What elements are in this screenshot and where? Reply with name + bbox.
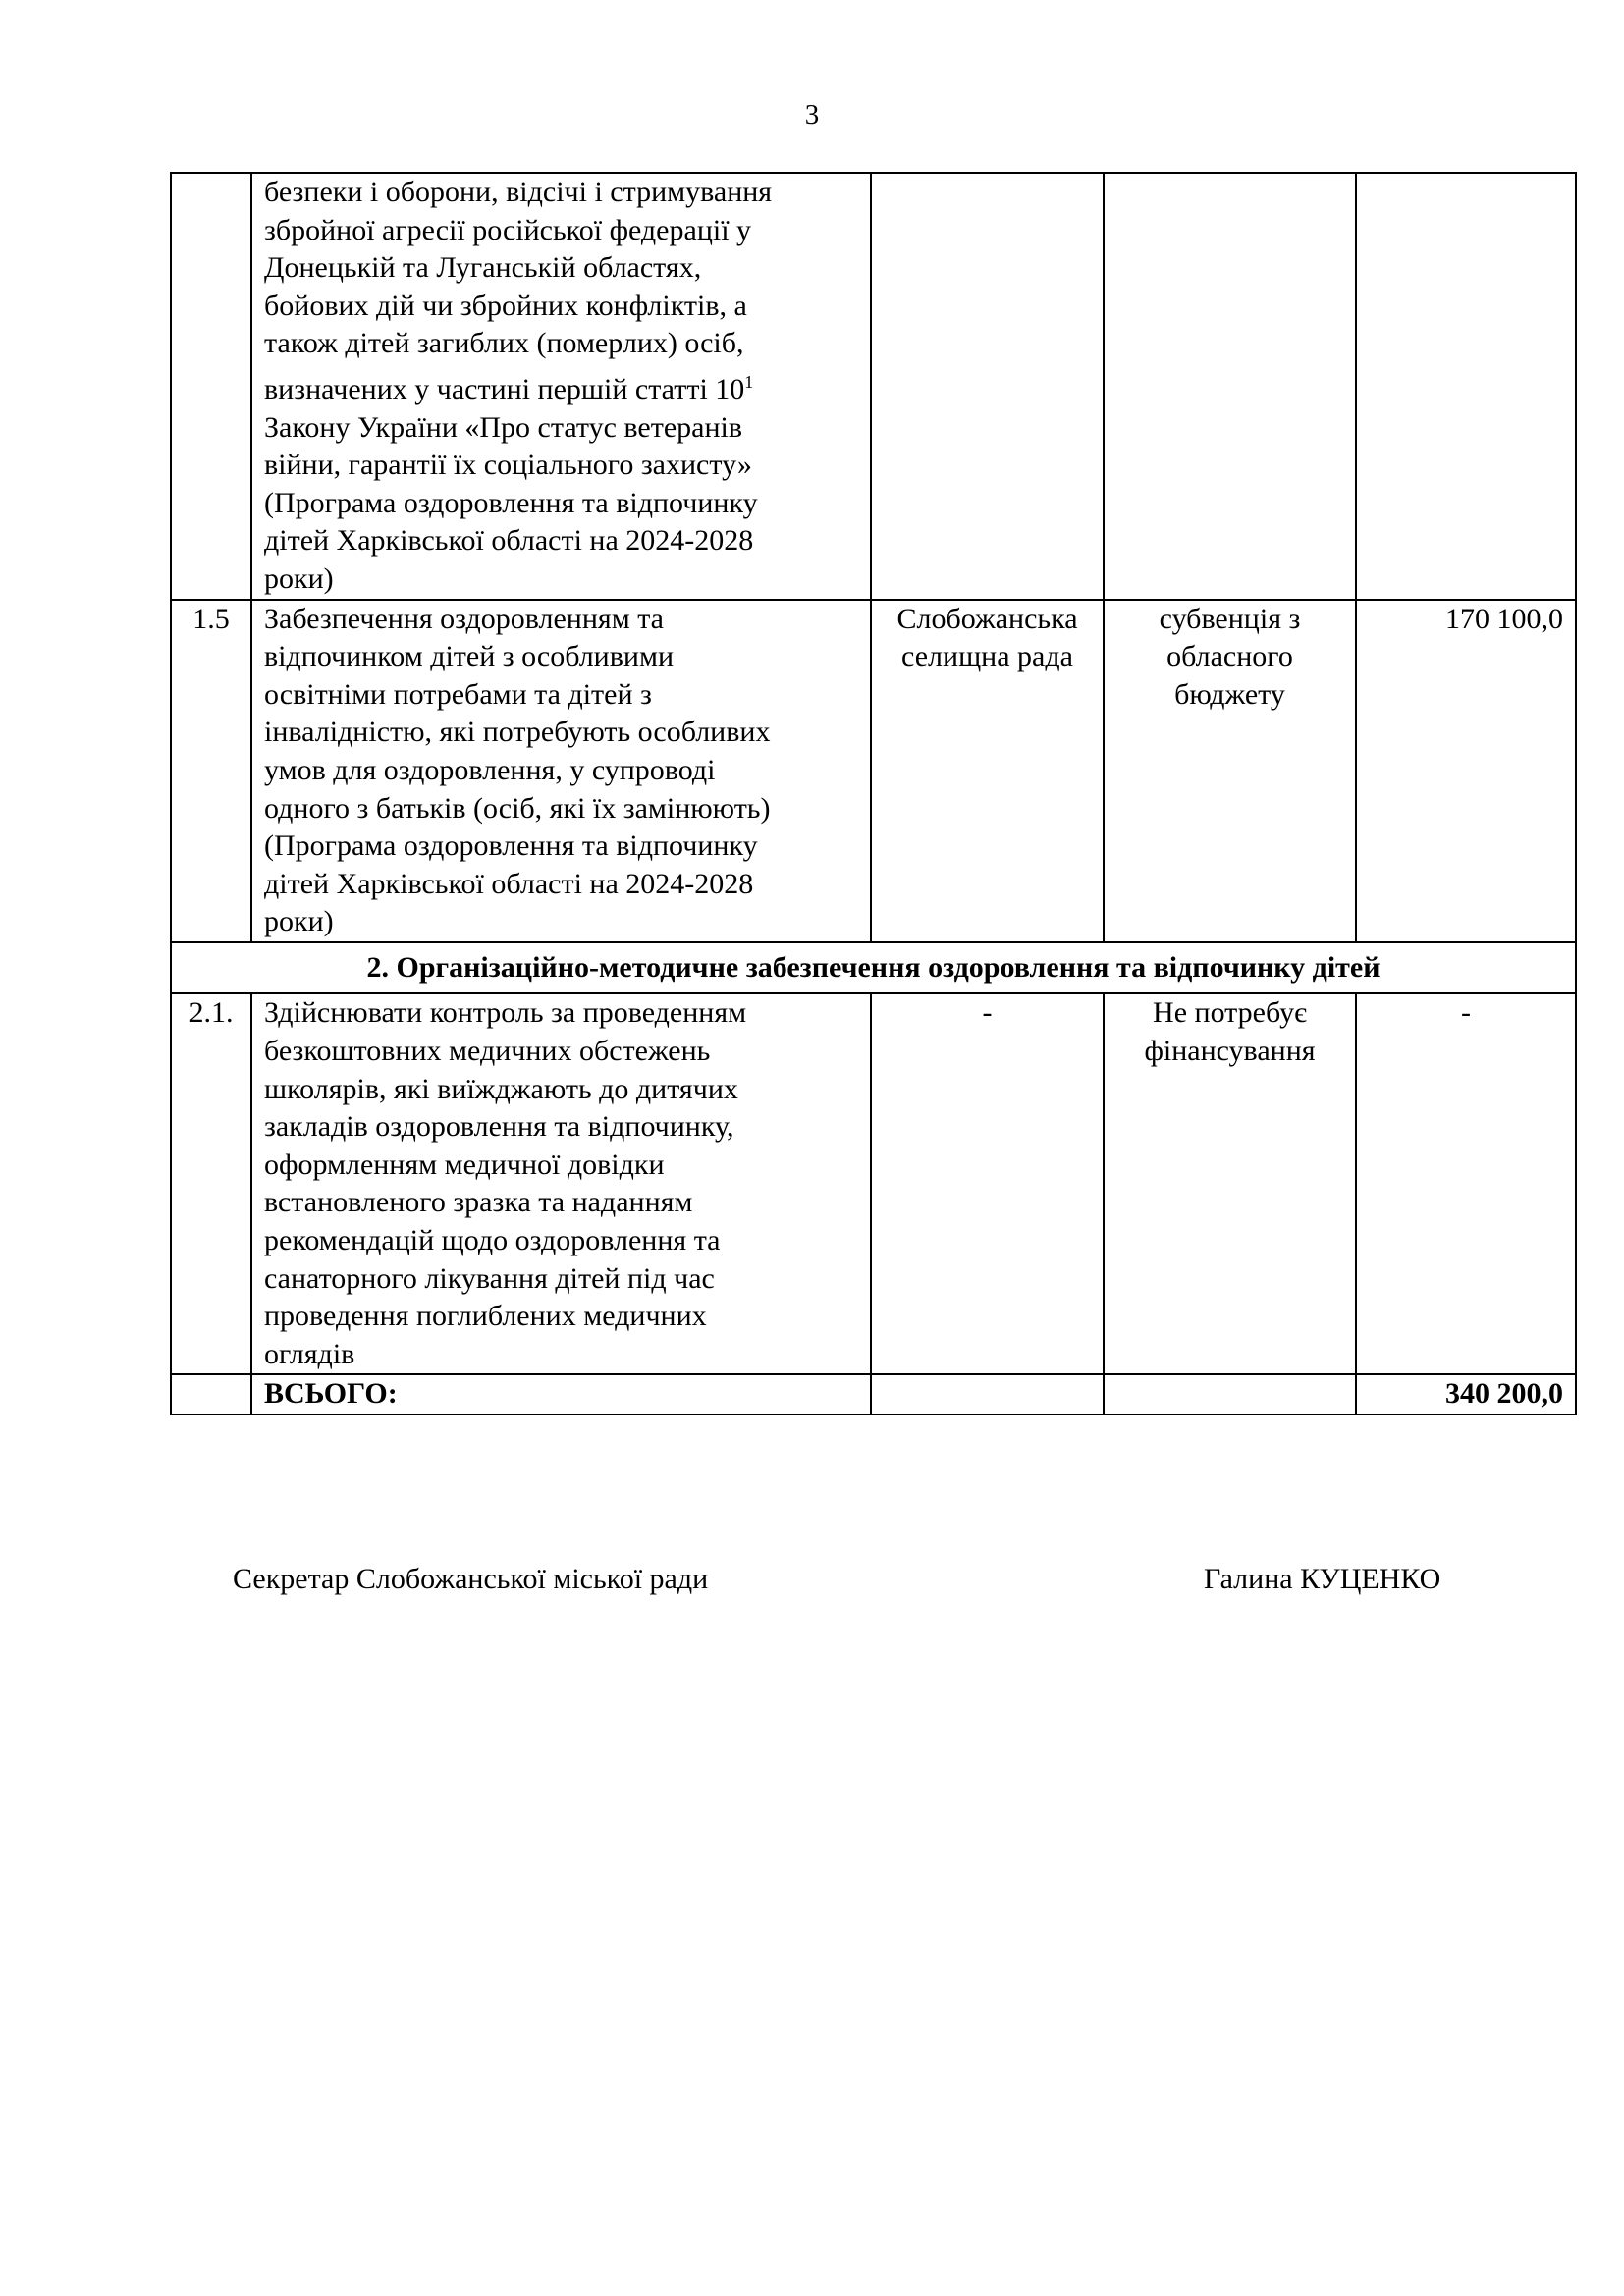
section-header-row: [171, 942, 1576, 994]
executor-cell: [871, 173, 1104, 600]
desc-line: роки): [264, 905, 334, 938]
desc-line: встановленого зразка та наданням: [264, 1186, 693, 1219]
total-row: [171, 1374, 1576, 1415]
desc-line-text: визначених у частині першій статті 10: [264, 372, 745, 405]
desc-line: (Програма оздоровлення та відпочинку: [264, 486, 758, 519]
funding-source-cell: [1104, 993, 1356, 1374]
desc-line: безпеки і оборони, відсічі і стримування: [264, 176, 773, 208]
table-row-1-5: [171, 600, 1576, 942]
funding-source-cell: [1104, 173, 1356, 600]
desc-line: закладів оздоровлення та відпочинку,: [264, 1110, 734, 1144]
executor-cell: [871, 600, 1104, 942]
desc-line: дітей Харківської області на 2024-2028: [264, 524, 754, 558]
program-table: [170, 172, 1577, 1415]
table-row-2-1: [171, 993, 1576, 1374]
source-line: субвенція з: [1159, 602, 1301, 635]
source-line: фінансування: [1144, 1035, 1316, 1068]
desc-line: Донецькій та Луганській областях,: [264, 251, 702, 285]
desc-line: санаторного лікування дітей під час: [264, 1261, 715, 1295]
desc-line: війни, гарантії їх соціального захисту»: [264, 449, 752, 482]
desc-line: умов для оздоровлення, у супроводі: [264, 753, 716, 786]
desc-line: школярів, які виїжджають до дитячих: [264, 1072, 738, 1105]
desc-line: рекомендацій щодо оздоровлення та: [264, 1224, 721, 1257]
desc-line: оформленням медичної довідки: [264, 1148, 665, 1181]
desc-line: безкоштовних медичних обстежень: [264, 1035, 711, 1068]
row-description-cell: [251, 993, 871, 1374]
desc-line: (Програма оздоровлення та відпочинку: [264, 829, 758, 863]
source-line: бюджету: [1174, 677, 1285, 711]
desc-line: інвалідністю, які потребують особливих: [264, 716, 771, 749]
desc-line: оглядів: [264, 1337, 355, 1370]
desc-line: Забезпечення оздоровленням та: [264, 602, 664, 635]
page-number: 3: [804, 99, 820, 131]
row-number-cell: 2.1.: [171, 993, 251, 1374]
total-amount: 340 200,0: [1356, 1374, 1576, 1415]
desc-line: одного з батьків (осіб, які їх замінюють): [264, 791, 771, 825]
total-source-cell: [1104, 1374, 1356, 1415]
desc-line: збройної агресії російської федерації у: [264, 213, 752, 246]
desc-line: Здійснювати контроль за проведенням: [264, 996, 747, 1030]
desc-line: роки): [264, 561, 334, 595]
signature-name: Галина КУЦЕНКО: [1204, 1563, 1441, 1595]
desc-line: освітніми потребами та дітей з: [264, 677, 652, 711]
source-line: обласного: [1166, 640, 1293, 673]
article-superscript: 1: [744, 371, 754, 392]
executor-line: селищна рада: [901, 640, 1073, 673]
desc-line: бойових дій чи збройних конфліктів, а: [264, 289, 747, 322]
amount-cell: -: [1356, 993, 1576, 1374]
desc-line: [264, 363, 858, 409]
executor-cell: -: [871, 993, 1104, 1374]
desc-line: проведення поглиблених медичних: [264, 1300, 707, 1333]
row-description-cell: [251, 173, 871, 600]
desc-line: також дітей загиблих (померлих) осіб,: [264, 327, 744, 360]
amount-cell: 170 100,0: [1356, 600, 1576, 942]
desc-line: дітей Харківської області на 2024-2028: [264, 867, 754, 900]
row-description-cell: [251, 600, 871, 942]
total-label: ВСЬОГО:: [251, 1374, 871, 1415]
signature-position: Секретар Слобожанської міської ради: [233, 1563, 709, 1595]
source-line: Не потребує: [1153, 996, 1307, 1030]
total-number-cell: [171, 1374, 251, 1415]
table-row-continued: [171, 173, 1576, 600]
row-number-cell: [171, 173, 251, 600]
funding-source-cell: [1104, 600, 1356, 942]
executor-line: Слобожанська: [896, 602, 1078, 635]
row-number-cell: 1.5: [171, 600, 251, 942]
section-title: 2. Організаційно-методичне забезпечення оздоровлення та відпочинку дітей: [171, 942, 1576, 994]
total-executor-cell: [871, 1374, 1104, 1415]
amount-cell: [1356, 173, 1576, 600]
desc-line: відпочинком дітей з особливими: [264, 640, 674, 673]
desc-line: Закону України «Про статус ветеранів: [264, 410, 743, 444]
